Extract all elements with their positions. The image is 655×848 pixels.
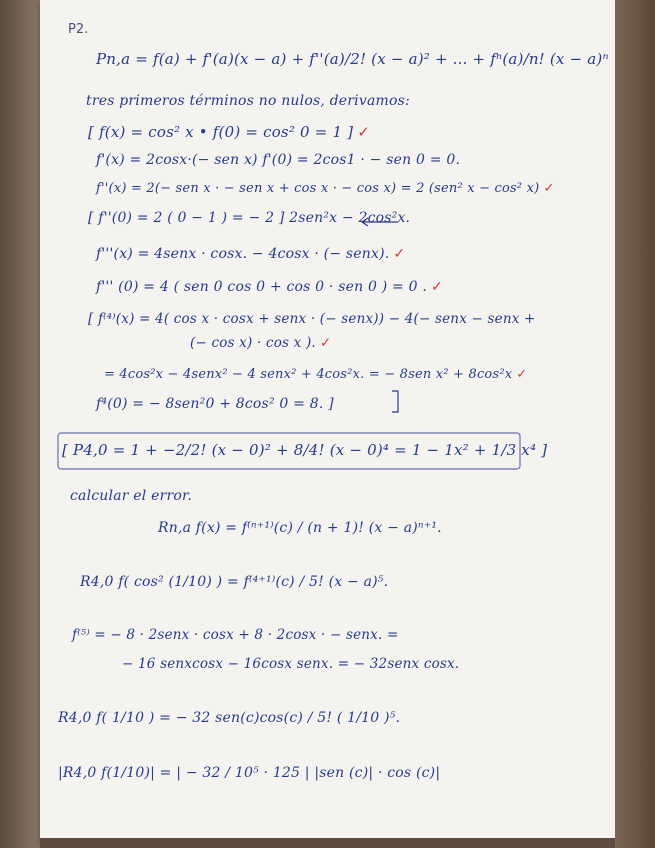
checkmark-icon: ✓: [516, 367, 528, 382]
background-right: [615, 0, 655, 848]
fourth-derivative-continuation-line: (− cos x) · cos x ). ✓: [190, 335, 332, 351]
remainder-evaluated-line: R4,0 f( 1/10 ) = − 32 sen(c)cos(c) / 5! ( 1/10 )⁵.: [58, 710, 401, 726]
problem-label: P2.: [68, 22, 89, 37]
remainder-applied-line: R4,0 f( cos² (1/10) ) = f⁽⁴⁺¹⁾(c) / 5! (x − a)⁵.: [80, 574, 389, 590]
third-derivative-line: f'''(x) = 4senx · cosx. − 4cosx · (− senx). ✓: [96, 246, 406, 262]
instruction-line: tres primeros términos no nulos, derivamos:: [86, 93, 410, 109]
first-derivative-line: f'(x) = 2cosx·(− sen x) f'(0) = 2cos1 · − sen 0 = 0.: [96, 152, 461, 168]
error-heading: calcular el error.: [70, 488, 193, 504]
fifth-derivative-simplified-line: − 16 senxcosx − 16cosx senx. = − 32senx cosx.: [122, 656, 460, 672]
fifth-derivative-line: f⁽⁵⁾ = − 8 · 2senx · cosx + 8 · 2cosx · − senx. =: [72, 627, 399, 643]
checkmark-icon: ✓: [431, 279, 443, 295]
fourth-derivative-at-zero-line: f⁴(0) = − 8sen²0 + 8cos² 0 = 8. ]: [96, 396, 334, 412]
second-derivative-at-zero-line: [ f''(0) = 2 ( 0 − 1 ) = − 2 ] 2sen²x − 2cos²x.: [88, 210, 411, 226]
checkmark-icon: ✓: [357, 123, 371, 141]
checkmark-icon: ✓: [543, 181, 555, 196]
checkmark-icon: ✓: [393, 246, 406, 262]
second-derivative-line: f''(x) = 2(− sen x · − sen x + cos x · − cos x) = 2 (sen² x − cos² x) ✓: [96, 181, 555, 196]
background-left: [0, 0, 40, 848]
fourth-derivative-simplified-line: = 4cos²x − 4senx² − 4 senx² + 4cos²x. = − 8sen x² + 8cos²x ✓: [104, 367, 528, 382]
checkmark-icon: ✓: [319, 335, 332, 351]
third-derivative-at-zero-line: f''' (0) = 4 ( sen 0 cos 0 + cos 0 · sen 0 ) = 0 . ✓: [96, 279, 443, 295]
background-bottom: [40, 838, 615, 848]
fourth-derivative-line: [ f⁽⁴⁾(x) = 4( cos x · cosx + senx · (− senx)) − 4(− senx − senx +: [88, 311, 536, 327]
taylor-polynomial-result: [ P4,0 = 1 + −2/2! (x − 0)² + 8/4! (x − 0)⁴ = 1 − 1x² + 1/3 x⁴ ]: [62, 441, 548, 459]
remainder-formula: Rn,a f(x) = f⁽ⁿ⁺¹⁾(c) / (n + 1)! (x − a)ⁿ⁺¹.: [158, 520, 442, 536]
f-zero-line: [ f(x) = cos² x • f(0) = cos² 0 = 1 ] ✓: [88, 123, 371, 141]
taylor-formula: Pn,a = f(a) + f'(a)(x − a) + f''(a)/2! (x − a)² + ... + fⁿ(a)/n! (x − a)ⁿ: [96, 50, 609, 68]
remainder-absolute-bound-line: |R4,0 f(1/10)| = | − 32 / 10⁵ · 125 | |sen (c)| · cos (c)|: [58, 765, 441, 781]
